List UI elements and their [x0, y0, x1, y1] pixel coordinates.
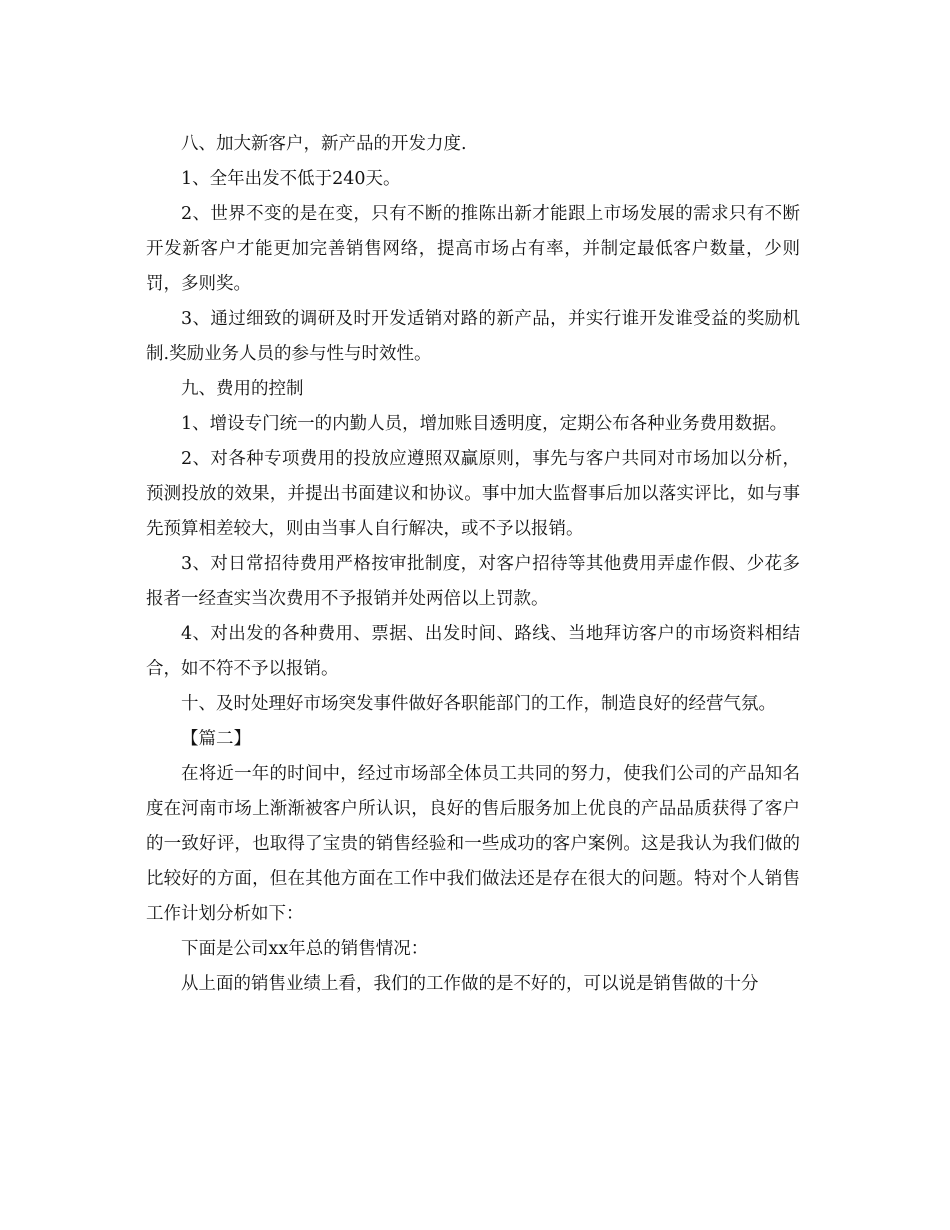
paragraph-section-8-item-3: 3、通过细致的调研及时开发适销对路的新产品，并实行谁开发谁受益的奖励机制.奖励业务人员的参与性与时效性。	[146, 309, 800, 364]
paragraph-part-two-intro: 在将近一年的时间中，经过市场部全体员工共同的努力，使我们公司的产品知名度在河南市场上渐渐被客户所认识，良好的售后服务加上优良的产品品质获得了客户的一致好评，也取得了宝贵的销售经验和一些成功的客户案例。这是我认为我们做的比较好的方面，但在其他方面在工作中我们做法还是存在很大的问题。特对个人销售工作计划分析如下：	[146, 764, 800, 924]
paragraph-section-10-heading: 十、及时处理好市场突发事件做好各职能部门的工作，制造良好的经营气氛。	[181, 694, 776, 714]
paragraph-section-9-item-1: 1、增设专门统一的内勤人员，增加账目透明度，定期公布各种业务费用数据。	[181, 414, 788, 434]
paragraph-section-8-heading: 八、加大新客户，新产品的开发力度.	[181, 134, 467, 154]
document-body	[146, 127, 800, 1002]
paragraph-sales-analysis: 从上面的销售业绩上看，我们的工作做的是不好的，可以说是销售做的十分	[181, 974, 759, 994]
paragraph-section-9-item-2: 2、对各种专项费用的投放应遵照双赢原则，事先与客户共同对市场加以分析，预测投放的效果，并提出书面建议和协议。事中加大监督事后加以落实评比，如与事先预算相差较大，则由当事人自行解决，或不予以报销。	[146, 449, 800, 539]
paragraph-sales-summary-lead: 下面是公司xx年总的销售情况：	[181, 939, 429, 959]
paragraph-part-two-heading: 【篇二】	[181, 729, 251, 749]
paragraph-section-9-item-3: 3、对日常招待费用严格按审批制度，对客户招待等其他费用弄虚作假、少花多报者一经查实当次费用不予报销并处两倍以上罚款。	[146, 554, 800, 609]
paragraph-section-8-item-2: 2、世界不变的是在变，只有不断的推陈出新才能跟上市场发展的需求只有不断开发新客户才能更加完善销售网络，提高市场占有率，并制定最低客户数量，少则罚，多则奖。	[146, 204, 800, 294]
paragraph-section-8-item-1: 1、全年出发不低于240天。	[181, 169, 401, 189]
paragraph-section-9-item-4: 4、对出发的各种费用、票据、出发时间、路线、当地拜访客户的市场资料相结合，如不符不予以报销。	[146, 624, 800, 679]
paragraph-section-9-heading: 九、费用的控制	[181, 379, 304, 399]
